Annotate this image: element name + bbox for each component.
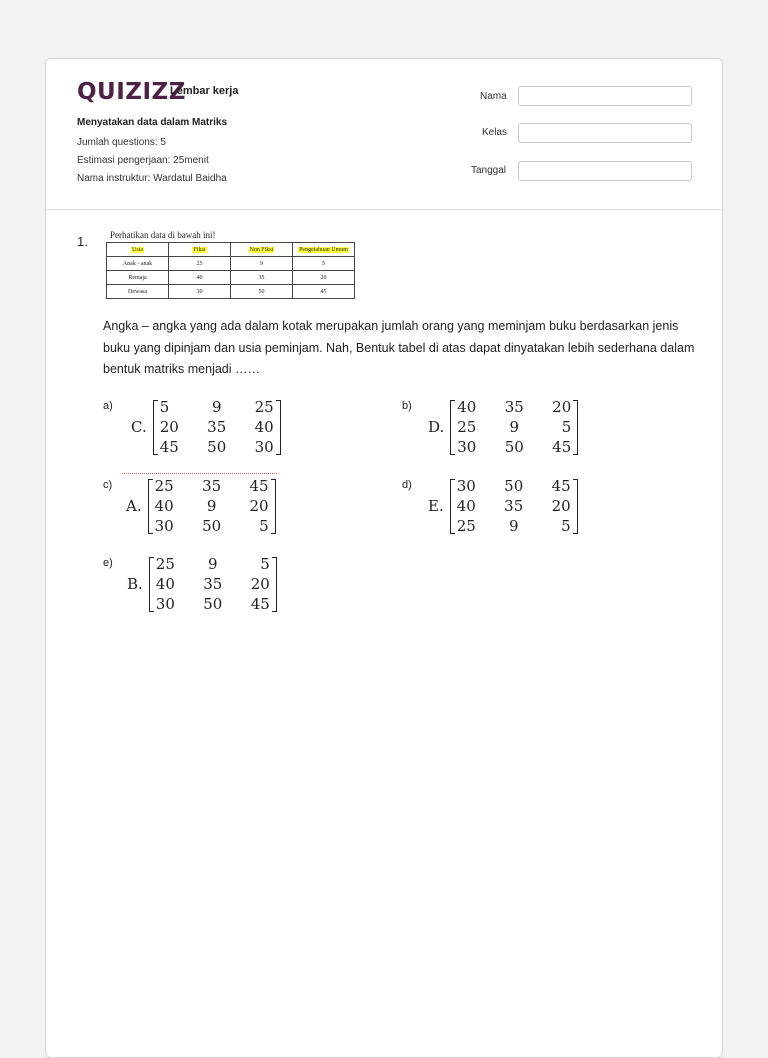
matrix-cell: 20 xyxy=(551,497,571,515)
matrix-cell: 40 xyxy=(457,398,477,416)
matrix-cell: 40 xyxy=(254,418,274,436)
matrix-cell: 30 xyxy=(254,438,274,456)
table-cell: Dewasa xyxy=(107,285,169,299)
option-b-label: b) xyxy=(402,400,412,412)
table-row xyxy=(107,285,355,299)
matrix-letter: C. xyxy=(131,418,147,436)
option-d-label: d) xyxy=(402,479,412,491)
table-row xyxy=(107,271,355,285)
table-cell: 35 xyxy=(231,271,293,285)
matrix-letter: B. xyxy=(127,575,143,593)
matrix-cell: 50 xyxy=(207,438,227,456)
matrix-cell: 45 xyxy=(159,438,179,456)
matrix-cell: 40 xyxy=(456,497,476,515)
logo-subtitle: Lembar kerja xyxy=(170,85,239,97)
option-e-matrix[interactable] xyxy=(127,554,277,614)
table-cell: 25 xyxy=(169,257,231,271)
table-cell: Remaja xyxy=(107,271,169,285)
worksheet-title: Menyatakan data dalam Matriks xyxy=(77,117,228,128)
matrix-cell: 45 xyxy=(551,477,571,495)
matrix-cell: 50 xyxy=(203,595,223,613)
matrix-cell: 35 xyxy=(202,477,222,495)
instructor-name: Nama instruktur: Wardatul Baidha xyxy=(77,173,227,184)
matrix-cell: 45 xyxy=(250,595,270,613)
right-bracket xyxy=(573,479,578,534)
matrix-cell: 40 xyxy=(155,575,175,593)
option-b-matrix[interactable] xyxy=(428,397,578,457)
matrix-cell: 20 xyxy=(159,418,179,436)
question-number: 1. xyxy=(77,234,88,249)
matrix-letter: A. xyxy=(126,497,142,515)
matrix-cell: 5 xyxy=(159,398,170,416)
matrix-cell: 35 xyxy=(504,398,524,416)
table-cell: 20 xyxy=(293,271,355,285)
matrix-cell: 30 xyxy=(456,477,476,495)
matrix-cell: 30 xyxy=(457,438,477,456)
matrix-cell: 9 xyxy=(508,517,519,535)
estimate-time: Estimasi pengerjaan: 25menit xyxy=(77,155,209,166)
table-cell: 45 xyxy=(293,285,355,299)
matrix-cell: 35 xyxy=(207,418,227,436)
right-bracket xyxy=(271,479,276,534)
table-row xyxy=(107,257,355,271)
table-cell: Anak - anak xyxy=(107,257,169,271)
matrix-cell: 30 xyxy=(154,517,174,535)
matrix-cell: 25 xyxy=(457,418,477,436)
matrix-cell: 5 xyxy=(260,555,270,573)
matrix-cell: 50 xyxy=(504,477,524,495)
table-cell: 50 xyxy=(231,285,293,299)
matrix-cell: 9 xyxy=(509,418,520,436)
matrix-cell: 20 xyxy=(552,398,572,416)
matrix-cell: 25 xyxy=(155,555,175,573)
matrix-cell: 5 xyxy=(561,517,571,535)
quizizz-logo: QUIZIZZ xyxy=(77,79,186,105)
matrix-cell: 35 xyxy=(504,497,524,515)
worksheet-header xyxy=(46,59,722,210)
date-field[interactable] xyxy=(518,161,692,181)
matrix-cell: 5 xyxy=(561,418,572,436)
table-header-row xyxy=(107,243,355,257)
data-table xyxy=(106,242,355,299)
matrix-cell: 30 xyxy=(155,595,175,613)
option-e-label: e) xyxy=(103,557,113,569)
matrix-cell: 9 xyxy=(208,555,218,573)
table-header-cell: Usia xyxy=(107,243,169,257)
matrix-grid xyxy=(154,554,272,614)
date-label: Tanggal xyxy=(471,165,507,176)
name-label: Nama xyxy=(480,91,507,102)
right-bracket xyxy=(573,400,578,455)
matrix-cell: 35 xyxy=(203,575,223,593)
matrix-grid xyxy=(455,397,573,457)
worksheet xyxy=(45,58,723,1058)
matrix-cell: 45 xyxy=(552,438,572,456)
table-header-cell: Non Fiksi xyxy=(231,243,293,257)
matrix-cell: 25 xyxy=(456,517,476,535)
right-bracket xyxy=(276,400,281,455)
matrix-cell: 50 xyxy=(504,438,524,456)
option-a-label: a) xyxy=(103,400,113,412)
matrix-cell: 20 xyxy=(250,575,270,593)
matrix-cell: 20 xyxy=(249,497,269,515)
table-cell: 40 xyxy=(169,271,231,285)
matrix-grid xyxy=(158,397,276,457)
class-field[interactable] xyxy=(518,123,692,143)
matrix-cell: 40 xyxy=(154,497,174,515)
matrix-cell: 25 xyxy=(154,477,174,495)
option-d-matrix[interactable] xyxy=(428,476,578,536)
question-text: Angka – angka yang ada dalam kotak merupakan jumlah orang yang meminjam buku berdasarkan jenis buku yang dipinjam dan usia peminjam. Nah, Bentuk tabel di atas dapat dinyatakan lebih sederhana dalam bentuk matriks menjadi …… xyxy=(103,319,695,376)
option-a-matrix[interactable] xyxy=(131,397,281,457)
option-c-matrix[interactable] xyxy=(126,476,276,536)
matrix-grid xyxy=(153,476,271,536)
matrix-grid xyxy=(455,476,573,536)
matrix-cell: 45 xyxy=(249,477,269,495)
matrix-cell: 5 xyxy=(259,517,269,535)
image-caption: Perhatikan data di bawah ini! xyxy=(110,230,216,240)
spellcheck-underline xyxy=(122,473,277,474)
matrix-letter: E. xyxy=(428,497,444,515)
table-cell: 9 xyxy=(231,257,293,271)
matrix-letter: D. xyxy=(428,418,445,436)
matrix-cell: 25 xyxy=(254,398,274,416)
questions-count: Jumlah questions: 5 xyxy=(77,137,166,148)
matrix-cell: 50 xyxy=(202,517,222,535)
option-c-label: c) xyxy=(103,479,113,491)
table-cell: 30 xyxy=(169,285,231,299)
table-header-cell: Pengetahuan Umum xyxy=(293,243,355,257)
matrix-cell: 9 xyxy=(206,497,217,515)
name-field[interactable] xyxy=(518,86,692,106)
right-bracket xyxy=(272,557,277,612)
table-cell: 5 xyxy=(293,257,355,271)
table-header-cell: Fiksi xyxy=(169,243,231,257)
class-label: Kelas xyxy=(482,127,508,138)
matrix-cell: 9 xyxy=(211,398,222,416)
